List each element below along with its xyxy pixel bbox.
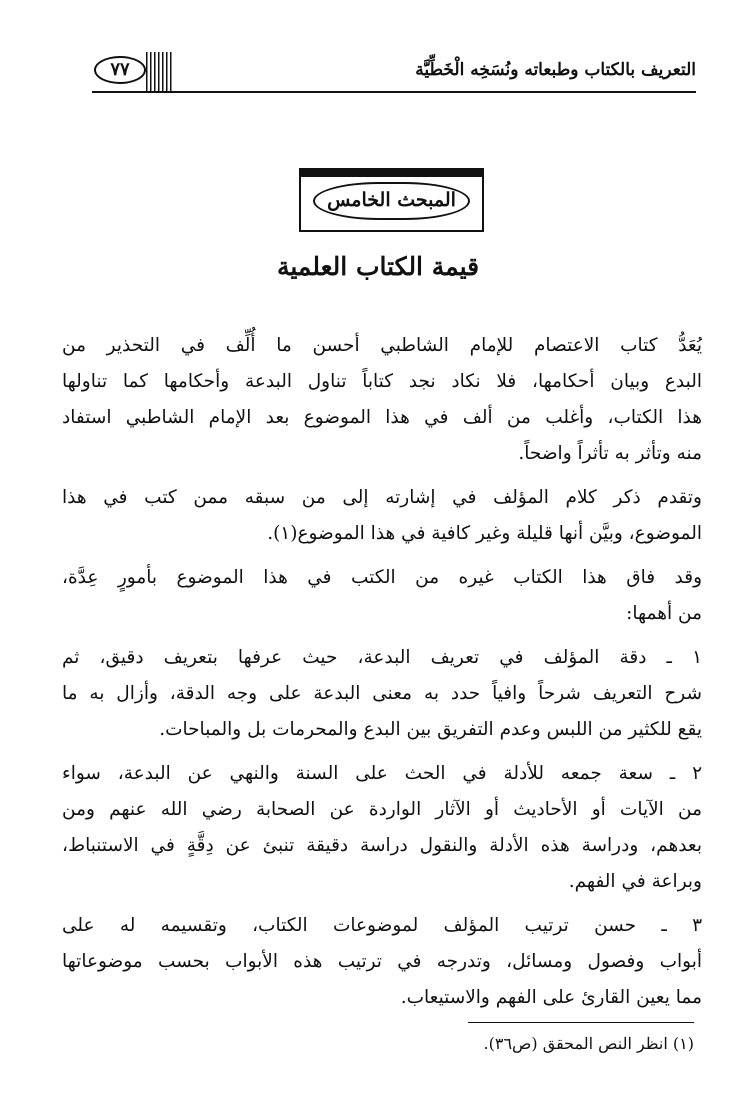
text-line: من الآيات أو الأحاديث أو الآثار الواردة عن الصحابة رضي الله عنهم ومن bbox=[62, 799, 702, 820]
paragraph-gap bbox=[62, 552, 702, 560]
text-line: أبواب وفصول ومسائل، وتدرجه في ترتيب هذه الأبواب بحسب موضوعاتها bbox=[62, 951, 702, 972]
text-line: منه وتأثر به تأثراً واضحاً. bbox=[518, 443, 702, 464]
section-label-box bbox=[299, 168, 484, 232]
text-line: يقع للكثير من اللبس وعدم التفريق بين البدع والمحرمات بل والمباحات. bbox=[159, 719, 702, 740]
running-title: التعريف بالكتاب وطبعاته ونُسَخِه الْخَطِّيَّة bbox=[415, 60, 696, 80]
text-line: ١ ـ دقة المؤلف في تعريف البدعة، حيث عرفها بتعريف دقيق، ثم bbox=[62, 647, 702, 668]
text-line: وقد فاق هذا الكتاب غيره من الكتب في هذا الموضوع بأمورٍ عِدَّة، bbox=[62, 567, 702, 588]
paragraph bbox=[62, 908, 702, 1016]
paragraph bbox=[62, 640, 702, 748]
text-line: يُعَدُّ كتاب الاعتصام للإمام الشاطبي أحسن ما أُلِّف في التحذير من bbox=[62, 335, 702, 356]
text-line: من أهمها: bbox=[626, 603, 702, 624]
paragraph-gap bbox=[62, 748, 702, 756]
header-rule bbox=[92, 91, 696, 93]
text-line: وتقدم ذكر كلام المؤلف في إشارته إلى من سبقه ممن كتب في هذا bbox=[62, 487, 702, 508]
paragraph bbox=[62, 756, 702, 900]
text-line: شرح التعريف شرحاً وافياً حدد به معنى البدعة على وجه الدقة، وأزال به ما bbox=[62, 683, 702, 704]
paragraph bbox=[62, 480, 702, 552]
text-line: وبراعة في الفهم. bbox=[568, 871, 702, 892]
text-line: البدع وبيان أحكامها، فلا نكاد نجد كتاباً تناول البدعة وأحكامها كما تناولها bbox=[62, 371, 702, 392]
footnote: (١) انظر النص المحقق (ص٣٦). bbox=[483, 1034, 694, 1053]
page-number-bars bbox=[146, 52, 174, 92]
text-line: هذا الكتاب، وأغلب من ألف في هذا الموضوع بعد الإمام الشاطبي استفاد bbox=[62, 407, 702, 428]
paragraph bbox=[62, 328, 702, 472]
paragraph-gap bbox=[62, 632, 702, 640]
body-text bbox=[62, 328, 702, 1016]
text-line: الموضوع، وبيَّن أنها قليلة وغير كافية في هذا الموضوع(١). bbox=[267, 523, 702, 544]
paragraph-gap bbox=[62, 900, 702, 908]
paragraph-gap bbox=[62, 472, 702, 480]
running-header bbox=[92, 48, 696, 88]
paragraph bbox=[62, 560, 702, 632]
section-title: قيمة الكتاب العلمية bbox=[276, 252, 480, 281]
text-line: ٣ ـ حسن ترتيب المؤلف لموضوعات الكتاب، وتقسيمه له على bbox=[62, 915, 702, 936]
page-number: ٧٧ bbox=[94, 56, 146, 84]
section-label: المبحث الخامس bbox=[313, 182, 470, 220]
page-number-ornament bbox=[94, 52, 178, 92]
text-line: مما يعين القارئ على الفهم والاستيعاب. bbox=[400, 987, 702, 1008]
text-line: بعدهم، ودراسة هذه الأدلة والنقول دراسة دقيقة تنبئ عن دِقَّةٍ في الاستنباط، bbox=[62, 835, 702, 856]
footnote-rule bbox=[468, 1022, 694, 1023]
text-line: ٢ ـ سعة جمعه للأدلة في الحث على السنة والنهي عن البدعة، سواء bbox=[62, 763, 702, 784]
